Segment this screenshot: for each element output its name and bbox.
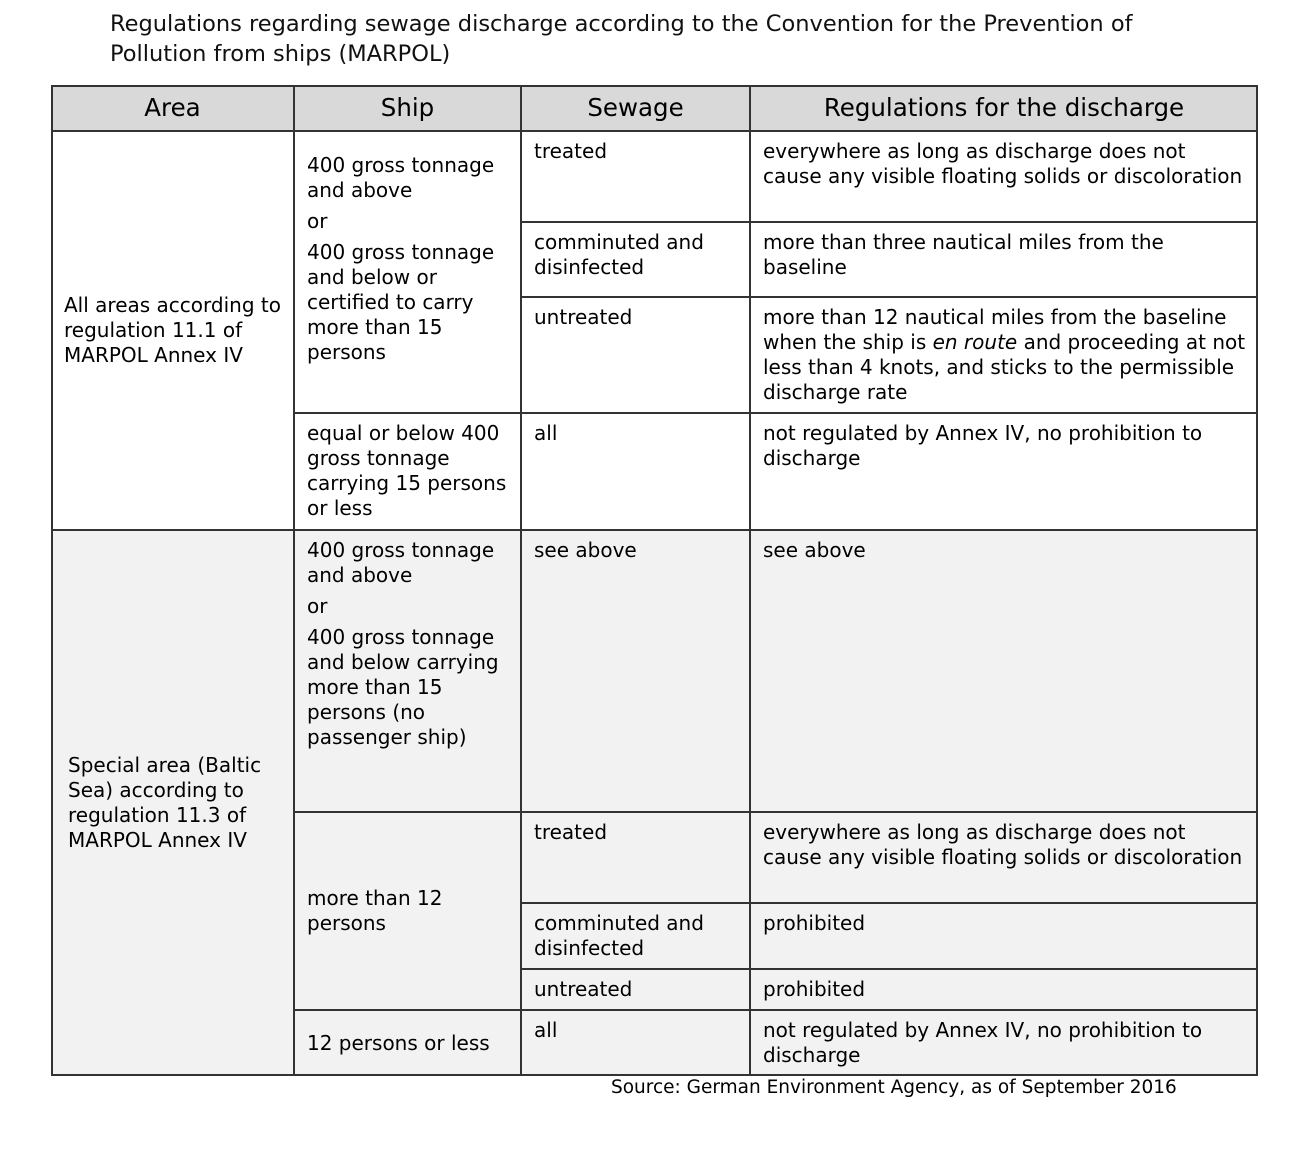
regulation-cell: not regulated by Annex IV, no prohibition to discharge <box>763 1018 1203 1067</box>
sewage-cell: see above <box>534 538 637 562</box>
ship-or: or <box>307 594 328 618</box>
regulation-cell: see above <box>763 538 866 562</box>
sewage-cell: comminuted and disinfected <box>534 911 704 960</box>
row-divider <box>520 221 1258 223</box>
area-cell-special-area <box>51 530 294 1076</box>
ship-condition: 12 persons or less <box>307 1030 490 1055</box>
sewage-cell: untreated <box>534 305 633 329</box>
row-divider <box>293 1009 1258 1011</box>
ship-condition: 400 gross tonnage and above <box>307 538 495 587</box>
column-divider <box>520 85 522 1076</box>
header-ship: Ship <box>294 85 521 131</box>
ship-condition: more than 12 persons <box>307 886 443 935</box>
regulation-cell: not regulated by Annex IV, no prohibition to discharge <box>763 421 1203 470</box>
sewage-cell: treated <box>534 139 608 163</box>
regulation-text: and proceeding at not less than 4 knots, and sticks to the permissible discharge rate <box>763 330 1246 404</box>
header-area: Area <box>51 85 294 131</box>
row-divider <box>293 811 1258 813</box>
ship-condition: 400 gross tonnage and below or certified to carry more than 15 persons <box>307 240 495 364</box>
regulation-cell: more than three nautical miles from the baseline <box>763 230 1164 279</box>
row-divider <box>293 412 1258 414</box>
area-cell-all-areas <box>51 131 294 530</box>
header-sewage: Sewage <box>521 85 750 131</box>
ship-cell <box>294 1010 521 1076</box>
ship-cell: equal or below 400 gross tonnage carrying 15 persons or less <box>307 421 507 520</box>
header-regulations: Regulations for the discharge <box>750 85 1258 131</box>
regulation-cell: everywhere as long as discharge does not cause any visible floating solids or discoloration <box>763 820 1243 869</box>
sewage-cell: untreated <box>534 977 633 1001</box>
ship-or: or <box>307 209 328 233</box>
area-label: All areas according to regulation 11.1 of MARPOL Annex IV <box>64 293 281 367</box>
marpol-regulations-table <box>51 85 1258 1076</box>
sewage-cell: treated <box>534 820 608 844</box>
area-label: Special area (Baltic Sea) according to regulation 11.3 of MARPOL Annex IV <box>68 753 262 852</box>
ship-cell <box>294 131 521 413</box>
sewage-cell: all <box>534 421 558 445</box>
regulation-italic-text: en route <box>932 330 1018 354</box>
regulation-cell: prohibited <box>763 911 866 935</box>
table-border-right <box>1256 85 1258 1076</box>
regulation-cell: everywhere as long as discharge does not cause any visible floating solids or discoloration <box>763 139 1243 188</box>
section-divider <box>51 529 1258 531</box>
ship-condition: 400 gross tonnage and below carrying more than 15 persons (no passenger ship) <box>307 625 499 749</box>
ship-condition: 400 gross tonnage and above <box>307 153 495 202</box>
regulation-cell <box>750 297 1258 413</box>
source-note: Source: German Environment Agency, as of September 2016 <box>611 1077 1177 1098</box>
ship-cell <box>294 530 521 812</box>
regulation-text: more than 12 nautical miles from the baseline when the ship is <box>763 305 1227 354</box>
row-divider <box>520 296 1258 298</box>
ship-cell <box>294 812 521 1010</box>
column-divider <box>749 85 751 1076</box>
table-title: Regulations regarding sewage discharge according to the Convention for the Prevention of Pollution from ships (MARPOL) <box>110 11 1133 67</box>
sewage-cell: comminuted and disinfected <box>534 230 704 279</box>
regulation-cell: prohibited <box>763 977 866 1001</box>
row-divider <box>520 902 1258 904</box>
row-divider <box>520 968 1258 970</box>
header-divider <box>51 130 1258 132</box>
sewage-cell: all <box>534 1018 558 1042</box>
table-border-top <box>51 85 1258 87</box>
column-divider <box>293 85 295 1076</box>
table-border-left <box>51 85 53 1076</box>
